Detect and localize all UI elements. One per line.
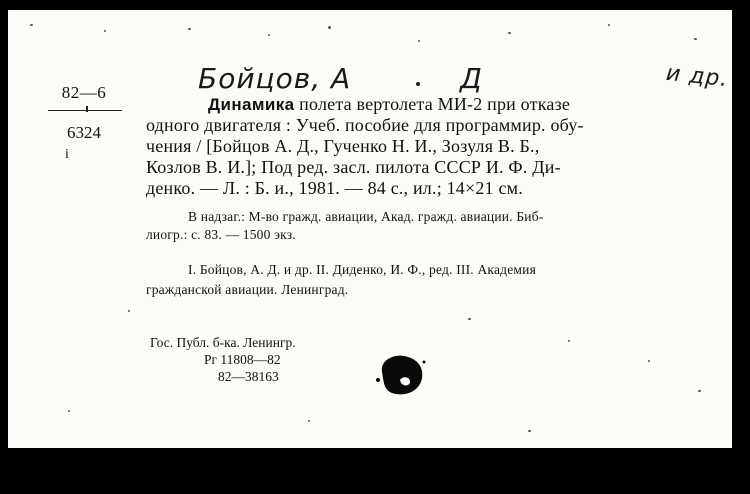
scan-speck <box>188 28 191 30</box>
scan-speck <box>328 26 331 29</box>
scan-speck <box>648 360 650 362</box>
tracing-line-1: I. Бойцов, А. Д. и др. II. Диденко, И. Ф., ред. III. Академия <box>188 262 536 277</box>
catalog-card <box>8 10 732 448</box>
scan-speck <box>418 40 420 42</box>
scan-speck <box>608 24 610 26</box>
shelfmark-divider <box>48 110 122 111</box>
ink-blot <box>372 350 428 398</box>
description-line-3: чения / [Бойцов А. Д., Гученко Н. И., Зозуля В. Б., <box>146 136 540 156</box>
bibliographic-description <box>146 94 712 199</box>
scan-speck <box>308 420 310 422</box>
scan-speck <box>268 34 270 36</box>
shelfmark-number: 6324 <box>67 123 101 142</box>
handwritten-et-al: и др. <box>664 60 730 93</box>
notes-block <box>146 208 712 244</box>
notes-line-1: В надзаг.: М-во гражд. авиации, Акад. гражд. авиации. Биб- <box>188 209 544 224</box>
handwritten-dot <box>416 82 420 86</box>
holder-number: 82—38163 <box>218 369 279 384</box>
shelfmark-divider-tick <box>86 106 88 112</box>
scan-speck <box>508 32 511 34</box>
scan-speck <box>468 318 471 320</box>
tracing-line-2: гражданской авиации. Ленинград. <box>146 282 349 297</box>
tracing-block <box>146 260 712 300</box>
description-line-5: денко. — Л. : Б. и., 1981. — 84 с., ил.; 14×21 см. <box>146 178 523 198</box>
notes-line-2: лиогр.: с. 83. — 1500 экз. <box>146 227 296 242</box>
description-line-4: Козлов В. И.]; Под ред. засл. пилота СССР И. Ф. Ди- <box>146 157 561 177</box>
description-line-1: Динамика полета вертолета МИ-2 при отказе <box>208 94 571 114</box>
handwritten-initial: Д <box>460 62 483 95</box>
scan-speck <box>698 390 701 392</box>
scan-speck <box>128 310 130 312</box>
holder-library: Гос. Публ. б-ка. Ленингр. <box>150 335 296 350</box>
shelfmark-code: 82—6 <box>61 83 107 102</box>
scan-speck <box>104 30 106 32</box>
scan-speck <box>528 430 531 432</box>
title-word: Динамика <box>208 95 295 114</box>
shelfmark-mark: і <box>65 147 69 162</box>
scan-speck <box>68 410 70 412</box>
description-line-2: одного двигателя : Учеб. пособие для программир. обу- <box>146 115 584 135</box>
scan-speck <box>30 24 33 26</box>
holder-order: Рг 11808—82 <box>204 352 281 367</box>
scan-speck <box>568 340 570 342</box>
scan-speck <box>694 38 697 40</box>
handwritten-author: Бойцов, А <box>198 62 352 95</box>
